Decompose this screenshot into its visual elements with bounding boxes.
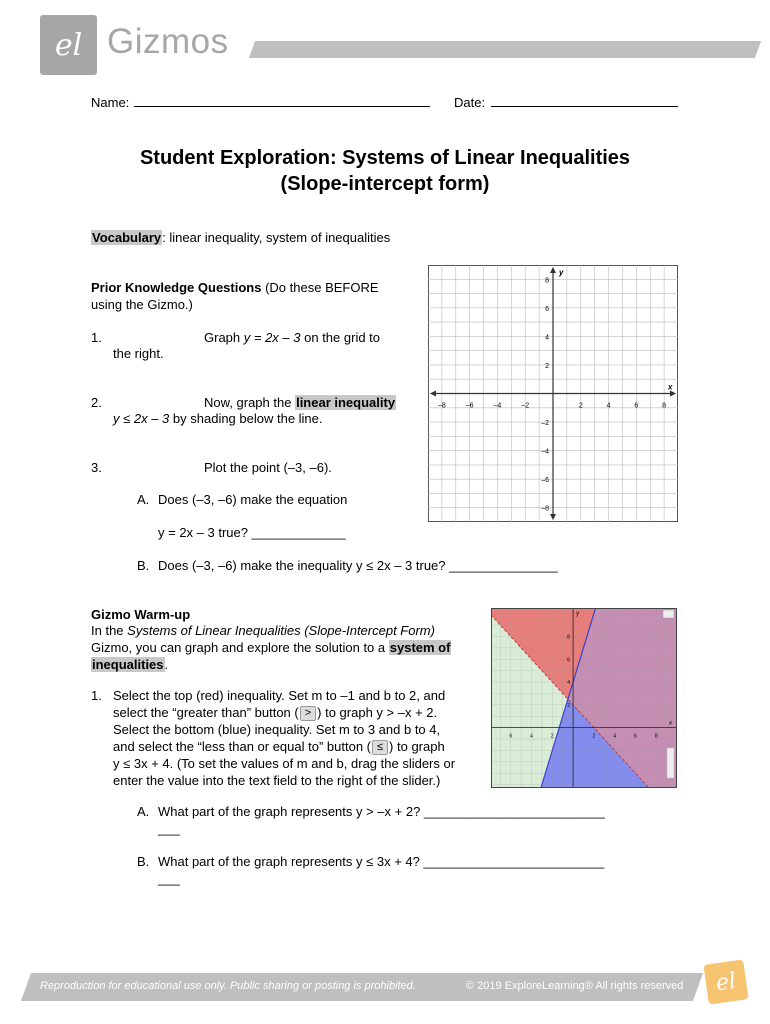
x-tick-label: 4 — [530, 733, 533, 740]
warmup-line4b: ) to graph — [389, 739, 445, 754]
warmup-line4a: and select the “less than or equal to” button ( — [113, 739, 371, 754]
q3b-label: B. — [137, 558, 150, 573]
x-tick-label: 4 — [613, 733, 617, 740]
q2-text — [204, 394, 396, 411]
warmup-line2b: ) to graph y > –x + 2. — [317, 705, 438, 720]
warmup-highlight-2: inequalities — [92, 657, 164, 672]
warmup-p1a: In the — [91, 623, 124, 638]
x-tick-label: 6 — [634, 402, 639, 410]
prior-heading-line2: using the Gizmo.) — [91, 297, 193, 312]
q2-inequality: y ≤ 2x – 3 — [113, 411, 170, 426]
footer-copyright: © 2019 ExploreLearning® All rights reserved — [466, 980, 684, 992]
x-tick-label: –4 — [493, 402, 502, 410]
q2-text-a: Now, graph the — [204, 395, 292, 410]
x-axis-label: x — [668, 382, 673, 392]
qb-label: B. — [137, 854, 150, 869]
warmup-line1: Select the top (red) inequality. Set m to –1 and b to 2, and — [113, 688, 446, 703]
y-tick-label: 8 — [545, 277, 549, 285]
y-tick-label: 2 — [567, 702, 571, 709]
q3-text: Plot the point (–3, –6). — [204, 460, 332, 475]
q2-number: 2. — [91, 395, 102, 410]
gizmos-logo — [40, 15, 97, 75]
footer-logo — [703, 959, 748, 1004]
footer-logo-text: el — [714, 968, 738, 996]
name-label: Name: — [91, 95, 130, 110]
vocab-label: Vocabulary — [92, 230, 162, 245]
gizmo-graph[interactable] — [491, 608, 677, 788]
warmup-heading: Gizmo Warm-up — [91, 607, 191, 622]
x-tick-label: 8 — [654, 733, 658, 740]
x-tick-label: –2 — [521, 402, 530, 410]
x-tick-label: 2 — [578, 402, 583, 410]
y-tick-label: 4 — [545, 334, 549, 342]
title-line-2: (Slope-intercept form) — [280, 173, 490, 195]
q1-number: 1. — [91, 330, 102, 345]
q3b-text[interactable]: Does (–3, –6) make the inequality y ≤ 2x – 3 true? _______________ — [158, 558, 558, 573]
x-axis-label: x — [669, 720, 672, 727]
warmup-line3: Select the bottom (blue) inequality. Set m to 3 and b to 4, — [113, 722, 441, 737]
warmup-line4 — [113, 738, 493, 755]
y-tick-label: –4 — [541, 448, 549, 456]
coordinate-grid[interactable] — [428, 265, 678, 522]
x-tick-label: 2 — [592, 733, 596, 740]
vocabulary: Vocabulary: linear inequality, system of inequalities — [92, 230, 391, 245]
brand-name: Gizmos — [107, 22, 229, 61]
q3a-line2[interactable]: y = 2x – 3 true? _____________ — [158, 525, 346, 540]
q2-line2-rest: by shading below the line. — [172, 411, 323, 426]
prior-heading — [91, 279, 411, 313]
warmup-highlight: system of — [389, 640, 451, 655]
name-field[interactable] — [91, 94, 129, 111]
y-axis-label: y — [576, 611, 580, 617]
warmup-line5: y ≤ 3x + 4. (To set the values of m and b, drag the sliders or — [113, 756, 456, 771]
x-tick-label: 8 — [662, 402, 667, 410]
prior-heading-suffix: (Do these BEFORE — [265, 280, 379, 295]
q1-equation: y = 2x – 3 — [243, 330, 301, 345]
date-field[interactable] — [454, 94, 485, 111]
less-equal-button[interactable]: ≤ — [372, 740, 388, 755]
y-tick-label: 8 — [567, 634, 571, 641]
x-tick-label: –6 — [465, 402, 474, 410]
q3-number: 3. — [91, 460, 102, 475]
warmup-instructions — [113, 687, 493, 789]
qb-continuation: ___ — [158, 871, 180, 886]
warmup-line6: enter the value into the text field to the right of the slider.) — [113, 773, 441, 788]
footer-left-text: Reproduction for educational use only. Public sharing or posting is prohibited. — [40, 980, 416, 992]
q2-highlight: linear inequality — [296, 395, 396, 410]
y-axis-label: y — [559, 268, 564, 277]
y-tick-label: 2 — [545, 362, 549, 370]
prior-heading-title: Prior Knowledge Questions — [91, 280, 262, 295]
y-tick-label: –6 — [541, 477, 549, 485]
qa-continuation: ___ — [158, 821, 180, 836]
q1-text-b: on the grid to — [304, 330, 381, 345]
y-tick-label: 6 — [567, 657, 571, 664]
qa-text[interactable]: What part of the graph represents y > –x + 2? _________________________ — [158, 804, 605, 819]
y-tick-label: –8 — [541, 505, 549, 513]
y-tick-label: 6 — [545, 305, 549, 313]
q3a-text: Does (–3, –6) make the equation — [158, 492, 348, 507]
header-bar — [249, 41, 761, 58]
q3a-label: A. — [137, 492, 150, 507]
x-tick-label: 2 — [550, 733, 554, 740]
q1-text-a: Graph — [204, 330, 241, 345]
scroll-control — [667, 748, 674, 778]
greater-than-button[interactable]: > — [300, 706, 316, 721]
warmup-p1-italic: Systems of Linear Inequalities (Slope-Intercept Form) — [127, 623, 435, 638]
date-line — [491, 106, 678, 107]
qb-text[interactable]: What part of the graph represents y ≤ 3x + 4? _________________________ — [158, 854, 605, 869]
name-line — [134, 106, 430, 107]
warmup-line2 — [113, 704, 493, 721]
x-tick-label: –8 — [437, 402, 446, 410]
date-label: Date: — [454, 95, 486, 110]
x-tick-label: 4 — [606, 402, 611, 410]
title-line-1: Student Exploration: Systems of Linear Inequalities — [139, 147, 631, 169]
logo-text: el — [54, 27, 83, 63]
warmup-paragraph: In the Systems of Linear Inequalities (Slope-Intercept Form) Gizmo, you can graph and explore the solution to a system of inequalities. — [91, 623, 451, 672]
y-tick-label: –2 — [541, 420, 549, 428]
camera-icon — [663, 610, 674, 618]
vocab-text: linear inequality, system of inequalities — [169, 230, 391, 245]
q1-text — [204, 329, 380, 346]
y-tick-label: 4 — [567, 680, 571, 687]
warmup-p2: Gizmo, you can graph and explore the solution to a — [91, 640, 386, 655]
x-tick-label: 6 — [634, 733, 637, 740]
qa-label: A. — [137, 804, 150, 819]
q2-line2 — [113, 410, 323, 427]
page-title — [60, 145, 710, 197]
warmup-item-number: 1. — [91, 688, 102, 703]
q1-line2: the right. — [113, 346, 164, 361]
warmup-line2a: select the “greater than” button ( — [113, 705, 299, 720]
x-tick-label: 6 — [509, 733, 513, 740]
